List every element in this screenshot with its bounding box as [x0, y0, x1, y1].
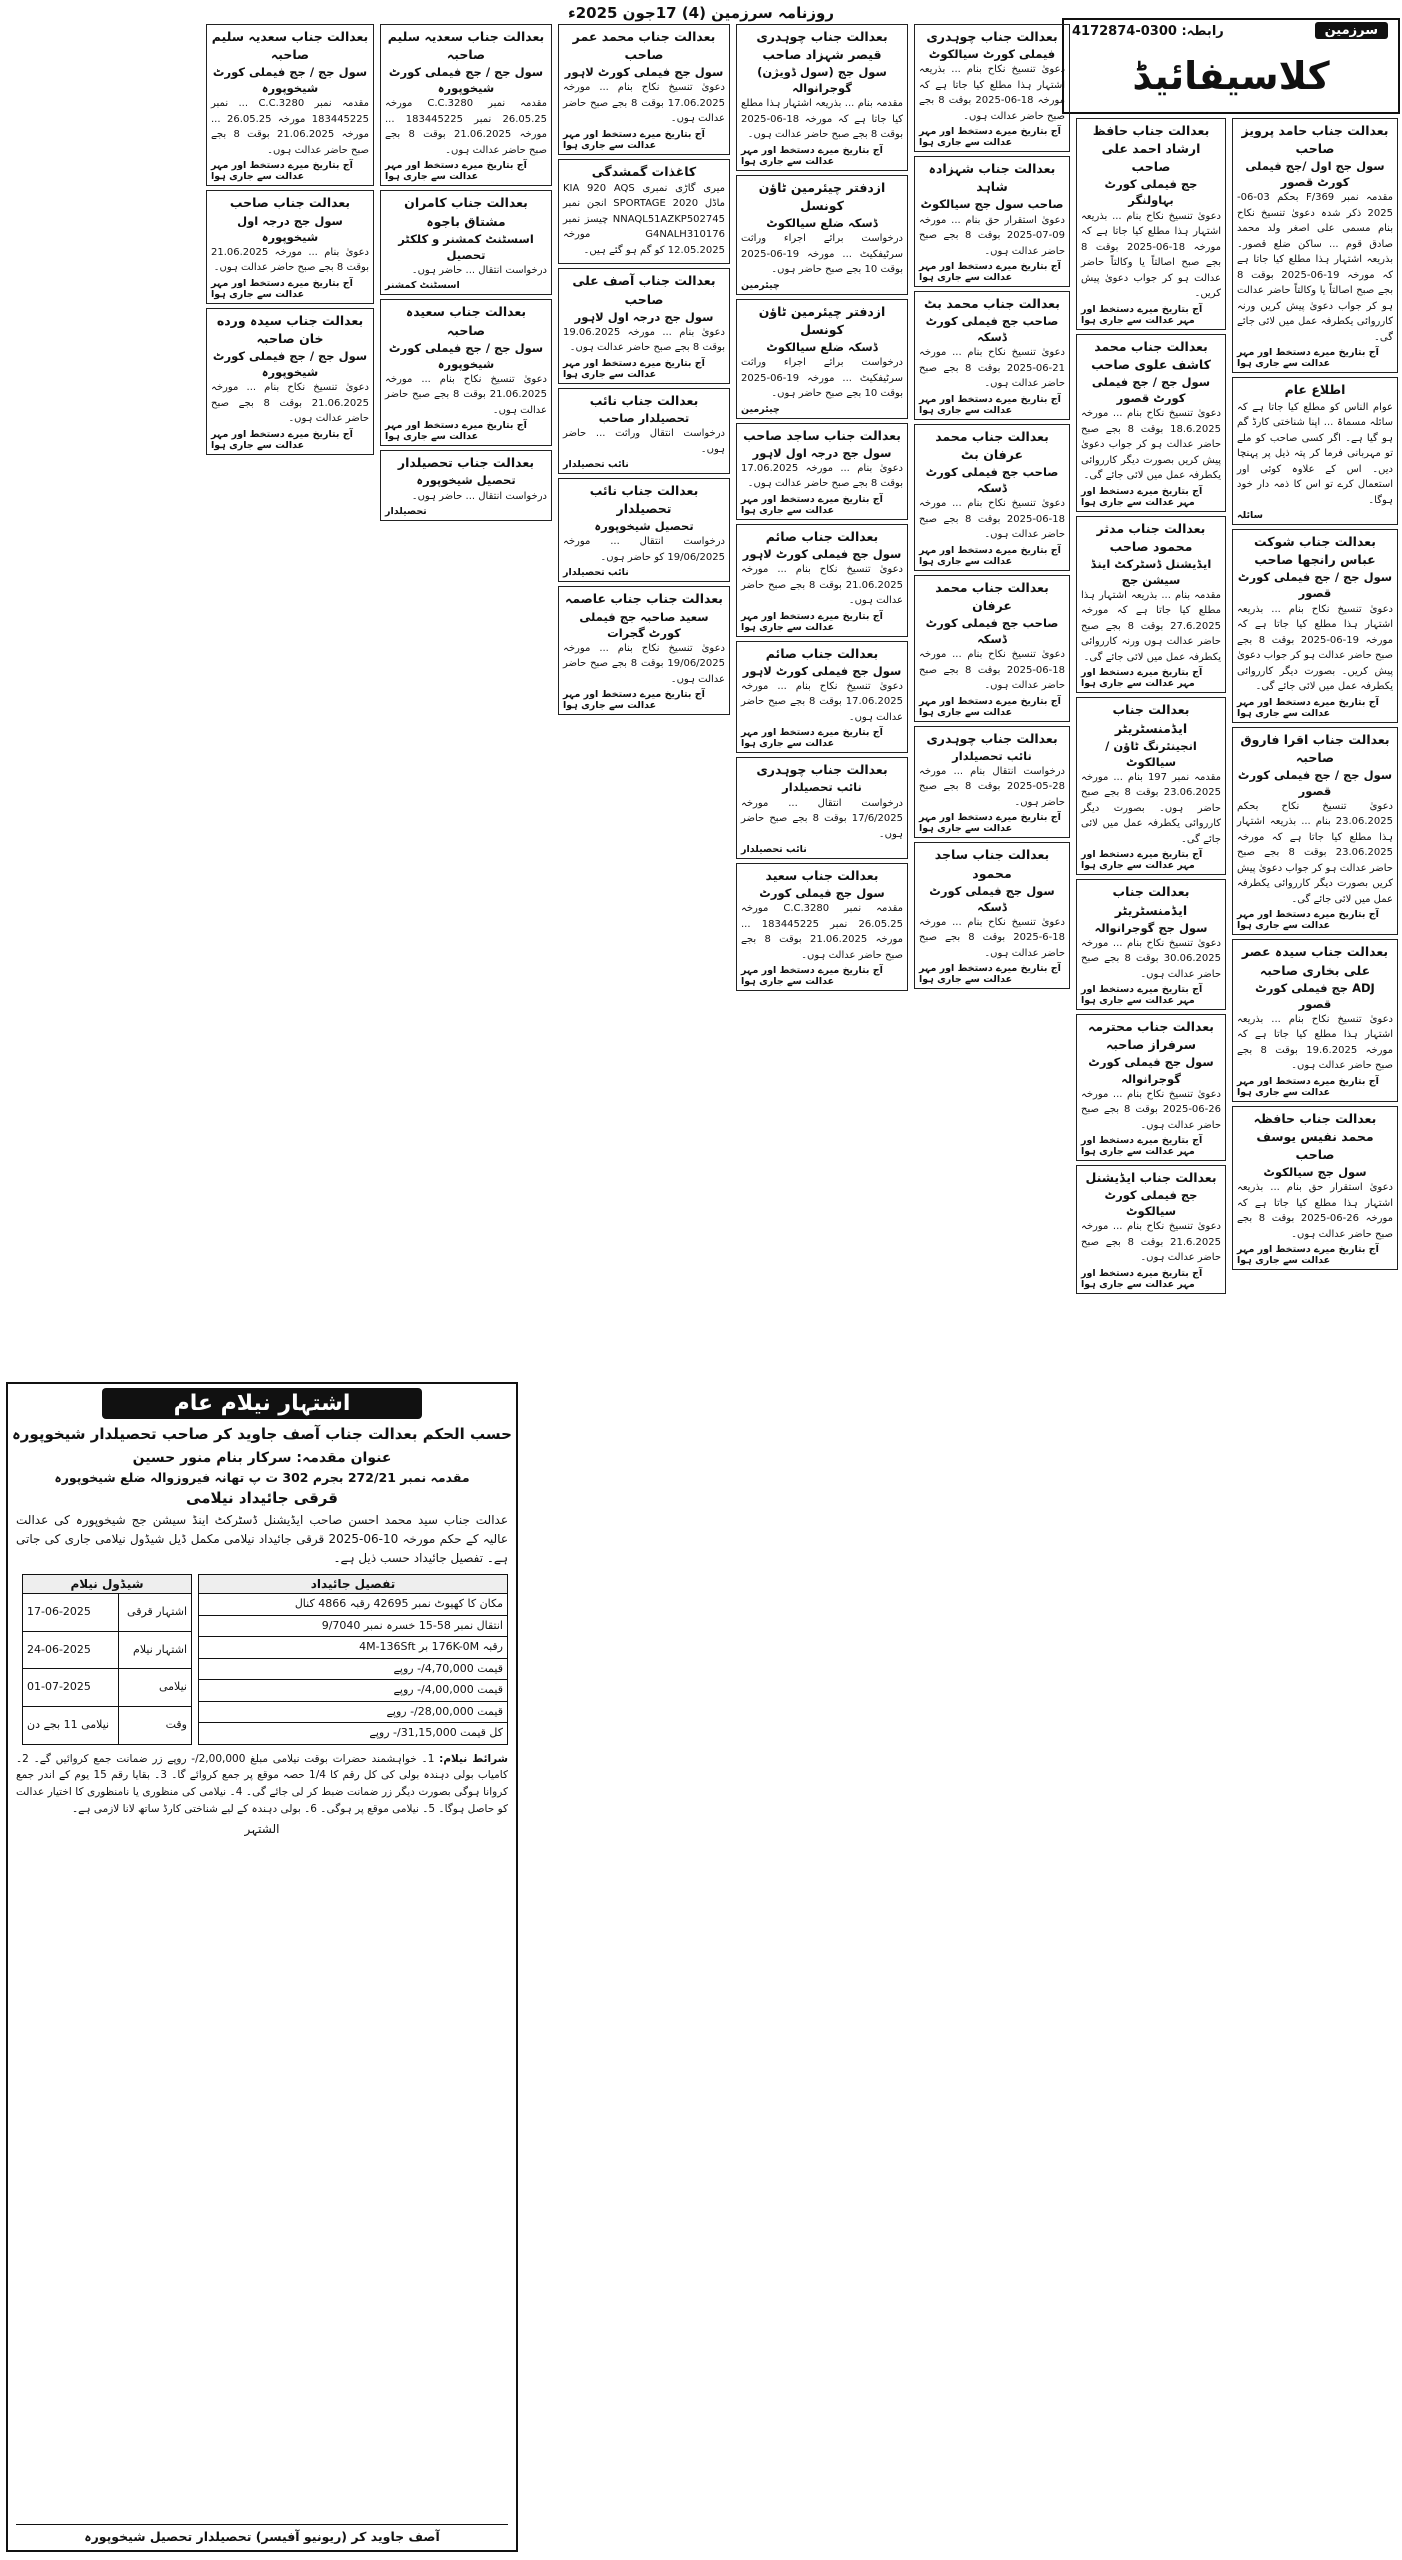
schedule-date: 24-06-2025 [23, 1631, 119, 1669]
auction-case-title: عنوان مقدمہ: سرکار بنام منور حسین [132, 1449, 392, 1466]
schedule-table-header: شیڈول نیلام [23, 1575, 192, 1594]
court-notice [1232, 118, 1398, 373]
notice-court: بعدالت جناب تحصیلدار [397, 455, 535, 471]
notice-subtitle: صاحب سول جج سیالکوٹ [920, 197, 1064, 212]
schedule-row [23, 1594, 192, 1632]
classified-brand [1062, 18, 1400, 114]
schedule-label: نیلامی [119, 1669, 192, 1707]
court-notice [380, 190, 552, 295]
court-notice [380, 450, 552, 521]
notice-subtitle: سول جج درجہ اول شیخوپورہ [237, 213, 343, 244]
property-table [198, 1574, 508, 1745]
notice-court: کاغذات گمشدگی [591, 163, 697, 179]
court-notice [1232, 1106, 1398, 1270]
court-notice [1232, 939, 1398, 1101]
notice-body: دعویٰ تنسیخ نکاح بنام ... مورخہ 30.06.2025 بوقت 8 بجے صبح حاضر عدالت ہوں۔ [1081, 937, 1221, 980]
notice-subtitle: سول جج (سول ڈویژن) گوجرانوالہ [757, 65, 887, 96]
notice-court: ازدفتر چیئرمین ٹاؤن کونسل [758, 179, 886, 214]
notice-signature: آج بتاریخ میرے دستخط اور مہر عدالت سے جاری ہوا [919, 126, 1061, 149]
property-cell: رقبہ 176K-0M بر 4M-136Sft [199, 1637, 508, 1659]
notice-body: درخواست برائے اجراء وراثت سرٹیفکیٹ ... مورخہ 19-06-2025 بوقت 10 بجے صبح حاضر ہوں۔ [741, 357, 903, 400]
notice-court: بعدالت جناب نائب تحصیلدار [589, 483, 699, 517]
schedule-label: اشتہار قرقی [119, 1594, 192, 1632]
notice-subtitle: تحصیل شیخوپورہ [416, 473, 516, 488]
auction-notice [6, 1382, 518, 2552]
notice-signature: آج بتاریخ میرے دستخط اور مہر عدالت سے جاری ہوا [741, 493, 883, 516]
notice-subtitle: صاحب جج فیملی کورٹ ڈسکہ [925, 465, 1059, 496]
auction-conditions [8, 1751, 516, 1818]
notice-subtitle: سول جج فیملی کورٹ ڈسکہ [929, 883, 1055, 914]
court-notice [1232, 529, 1398, 722]
notice-signature: آج بتاریخ میرے دستخط اور مہر عدالت سے جاری ہوا [385, 160, 527, 183]
notice-body: دعویٰ تنسیخ نکاح بنام ... مورخہ 21.06.2025 بوقت 8 بجے صبح حاضر عدالت ہوں۔ [385, 373, 548, 416]
notice-subtitle: اسسٹنٹ کمشنر و کلکٹر تحصیل [398, 231, 534, 262]
court-notice [558, 159, 730, 265]
notice-signature: آج بتاریخ میرے دستخط اور مہر عدالت سے جاری ہوا [1081, 984, 1203, 1007]
court-notice [1076, 1165, 1226, 1294]
auction-subtitle: قرقی جائیداد نیلامی [186, 1488, 338, 1507]
notice-body: مقدمہ نمبر 369/F بحکم 03-06-2025 ذکر شدہ دعویٰ تنسیخ نکاح بنام مسمی علی اصغر ولد محمد صادق قوم ... ساکن ضلع قصور۔ بذریعہ اشتہار ہذا مطلع کیا جاتا ہے کہ مورخہ 19-06-2025 بوقت 8 بجے صبح اصالتاً یا وکالتاً حاضر عدالت ہو کر جواب دعویٰ پیش کریں ورنہ کارروائی یکطرفہ عمل میں لائی جائے گی۔ [1237, 192, 1394, 343]
notice-court: بعدالت جناب صائم [765, 645, 879, 661]
court-notice [1076, 516, 1226, 694]
notice-signature: آج بتاریخ میرے دستخط اور مہر عدالت سے جاری ہوا [741, 965, 883, 988]
notice-signature: آج بتاریخ میرے دستخط اور مہر عدالت سے جاری ہوا [1237, 909, 1379, 932]
notice-signature: آج بتاریخ میرے دستخط اور مہر عدالت سے جاری ہوا [741, 610, 883, 633]
notice-body: دعویٰ تنسیخ نکاح بنام ... مورخہ 17.06.2025 بوقت 8 بجے صبح حاضر عدالت ہوں۔ [741, 680, 904, 723]
notice-body: درخواست انتقال ... حاضر ہوں۔ [411, 490, 547, 502]
notice-body: دعویٰ بنام ... مورخہ 19.06.2025 بوقت 8 بجے صبح حاضر عدالت ہوں۔ [563, 326, 725, 354]
notice-subtitle: صاحب جج فیملی کورٹ ڈسکہ [925, 616, 1059, 647]
notice-signature: نائب تحصیلدار [563, 459, 629, 471]
court-notice [206, 24, 374, 186]
notice-signature: نائب تحصیلدار [741, 844, 807, 855]
property-table-header: تفصیل جائیداد [199, 1575, 508, 1594]
notice-subtitle: ڈسکہ ضلع سیالکوٹ [766, 340, 878, 355]
notice-body: مقدمہ بنام ... بذریعہ اشتہار ہذا مطلع کیا جاتا ہے کہ مورخہ 27.6.2025 بوقت 8 بجے صبح حاضر عدالت ہوں ورنہ کارروائی یکطرفہ عمل میں لائی جائے گی۔ [1081, 589, 1222, 663]
notice-signature: آج بتاریخ میرے دستخط اور مہر عدالت سے جاری ہوا [1081, 667, 1203, 690]
notice-body: دعویٰ تنسیخ نکاح بنام ... بذریعہ اشتہار ہذا مطلع کیا جاتا ہے کہ مورخہ 19.6.2025 بوقت 8 بجے صبح حاضر عدالت ہوں۔ [1237, 1013, 1393, 1072]
notice-court: بعدالت جناب ساجد محمود [934, 847, 1050, 881]
notice-subtitle: سول جج / جج فیملی کورٹ شیخوپورہ [388, 340, 544, 371]
notice-subtitle: سول جج فیملی کورٹ گوجرانوالہ [1088, 1055, 1214, 1086]
notice-signature: آج بتاریخ میرے دستخط اور مہر عدالت سے جاری ہوا [1081, 849, 1203, 872]
notice-signature: آج بتاریخ میرے دستخط اور مہر عدالت سے جاری ہوا [919, 812, 1061, 835]
notice-signature: تحصیلدار [385, 506, 427, 518]
notice-subtitle: نائب تحصیلدار [952, 748, 1032, 763]
notice-body: درخواست انتقال ... حاضر ہوں۔ [411, 264, 547, 276]
notice-subtitle: سول جج درجہ اول لاہور [752, 445, 892, 460]
notice-body: دعویٰ تنسیخ نکاح بنام ... مورخہ 21-06-2025 بوقت 8 بجے صبح حاضر عدالت ہوں۔ [919, 347, 1065, 390]
notice-signature: آج بتاریخ میرے دستخط اور مہر عدالت سے جاری ہوا [919, 544, 1061, 567]
col-3 [914, 24, 1070, 2554]
notice-body: دعویٰ تنسیخ نکاح بنام ... مورخہ 21.6.2025 بوقت 8 بجے صبح حاضر عدالت ہوں۔ [1081, 1221, 1222, 1264]
notice-court: بعدالت جناب صائم [765, 528, 879, 544]
notice-signature: آج بتاریخ میرے دستخط اور مہر عدالت سے جاری ہوا [385, 420, 527, 443]
property-row [199, 1637, 508, 1659]
property-cell: کل قیمت 31,15,000/- روپے [199, 1723, 508, 1745]
notice-subtitle: سول جج فیملی کورٹ لاہور [742, 546, 902, 561]
notice-court: بعدالت جناب نائب [589, 392, 699, 408]
notice-court: بعدالت جناب صاحب [229, 195, 351, 211]
notice-body: درخواست انتقال ... مورخہ 17/6/2025 بوقت 8 بجے صبح حاضر ہوں۔ [741, 797, 903, 840]
notice-signature: آج بتاریخ میرے دستخط اور مہر عدالت سے جاری ہوا [919, 695, 1061, 718]
auction-sig-mark: الشتہر [244, 1821, 280, 1836]
notice-court: بعدالت جناب شوکت عباس رانجھا صاحب [1254, 534, 1376, 568]
notice-subtitle: سول جج فیملی کورٹ لاہور [564, 65, 724, 80]
notice-subtitle: جج فیملی کورٹ بہاولنگر [1104, 177, 1198, 208]
notice-signature: سائلہ [1237, 510, 1263, 522]
notice-body: درخواست انتقال بنام ... مورخہ 28-05-2025 بوقت 8 بجے صبح حاضر ہوں۔ [919, 765, 1065, 808]
court-notice [736, 423, 908, 520]
notice-court: بعدالت جناب محترمہ سرفراز صاحبہ [1088, 1019, 1214, 1053]
col-4 [736, 24, 908, 2554]
court-notice [1232, 727, 1398, 936]
schedule-table [22, 1574, 192, 1745]
notice-body: دعویٰ استقرار حق بنام ... مورخہ 09-07-2025 بوقت 8 بجے صبح حاضر عدالت ہوں۔ [919, 214, 1065, 257]
brand-phone: رابطہ: 0300-4172874 [1072, 24, 1224, 39]
notice-court: بعدالت جناب جناب عاصمہ [565, 591, 723, 607]
notice-court: بعدالت جناب کامران مشتاق باجوہ [404, 195, 528, 229]
court-notice [914, 575, 1070, 722]
notice-subtitle: فیملی کورٹ سیالکوٹ [928, 47, 1056, 62]
conditions-title: شرائط نیلام: [439, 1752, 508, 1765]
court-notice [206, 308, 374, 455]
notice-subtitle: سول جج / جج فیملی کورٹ شیخوپورہ [212, 65, 368, 96]
notice-court: بعدالت جناب آصف علی صاحب [572, 273, 716, 307]
notice-signature: نائب تحصیلدار [563, 567, 629, 579]
notice-court: ازدفتر چیئرمین ٹاؤن کونسل [758, 303, 886, 337]
court-notice [206, 190, 374, 303]
notice-court: بعدالت جناب محمد عرفان بٹ [935, 428, 1049, 462]
schedule-date: نیلامی 11 بجے دن [23, 1706, 119, 1744]
notice-body: دعویٰ تنسیخ نکاح بنام ... بذریعہ اشتہار ہذا مطلع کیا جاتا ہے کہ مورخہ 18-06-2025 بوقت 8 بجے صبح حاضر عدالت ہوں۔ [919, 64, 1066, 122]
notice-body: درخواست انتقال ... مورخہ 19/06/2025 کو حاضر ہوں۔ [563, 536, 725, 563]
notice-subtitle: سول جج اول /جج فیملی کورٹ قصور [1245, 159, 1385, 190]
notice-court: بعدالت جناب سعدیہ سلیم صاحبہ [387, 29, 545, 63]
schedule-date: 17-06-2025 [23, 1594, 119, 1632]
notice-body: دعویٰ تنسیخ نکاح بنام ... مورخہ 19/06/2025 بوقت 8 بجے صبح حاضر عدالت ہوں۔ [563, 642, 725, 685]
schedule-date: 01-07-2025 [23, 1669, 119, 1707]
schedule-label: اشتہار نیلام [119, 1631, 192, 1669]
notice-body: دعویٰ تنسیخ نکاح بنام ... مورخہ 18-6-2025 بوقت 8 بجے صبح حاضر عدالت ہوں۔ [919, 916, 1066, 959]
col-5 [558, 24, 730, 1374]
notice-subtitle: جج فیملی کورٹ سیالکوٹ [1104, 1188, 1198, 1219]
court-notice [736, 757, 908, 859]
notice-signature: آج بتاریخ میرے دستخط اور مہر عدالت سے جاری ہوا [1081, 485, 1203, 508]
dateline: روزنامہ سرزمین (4) 17جون 2025ء [568, 4, 834, 22]
notice-court: اطلاع عام [1284, 382, 1346, 398]
notice-subtitle: سول جج / جج فیملی کورٹ قصور [1091, 374, 1211, 405]
schedule-row [23, 1706, 192, 1744]
notice-court: بعدالت جناب سعیدہ صاحبہ [405, 304, 527, 338]
notice-signature: آج بتاریخ میرے دستخط اور مہر عدالت سے جاری ہوا [211, 428, 353, 451]
notice-body: درخواست برائے اجراء وراثت سرٹیفکیٹ ... مورخہ 19-06-2025 بوقت 10 بجے صبح حاضر ہوں۔ [741, 233, 903, 276]
court-notice [1076, 118, 1226, 330]
property-row [199, 1615, 508, 1637]
property-cell: قیمت 4,70,000/- روپے [199, 1658, 508, 1680]
notice-signature: آج بتاریخ میرے دستخط اور مہر عدالت سے جاری ہوا [1081, 1267, 1203, 1290]
court-notice [558, 24, 730, 155]
court-notice [1076, 879, 1226, 1010]
notice-signature: آج بتاریخ میرے دستخط اور مہر عدالت سے جاری ہوا [1237, 1244, 1379, 1267]
notice-court: بعدالت جناب محمد بٹ [924, 296, 1060, 312]
court-notice [1076, 697, 1226, 875]
notice-court: بعدالت جناب محمد عمر صاحب [572, 29, 716, 63]
notice-subtitle: سول جج / جج فیملی کورٹ قصور [1237, 570, 1393, 601]
col-2 [1076, 118, 1226, 2554]
property-cell: مکان کا کھیوٹ نمبر 42695 رقبہ 4866 کنال [199, 1594, 508, 1616]
brand-badge: سرزمین [1315, 22, 1388, 39]
court-notice [914, 156, 1070, 287]
notice-signature: آج بتاریخ میرے دستخط اور مہر عدالت سے جاری ہوا [211, 277, 353, 300]
schedule-row [23, 1631, 192, 1669]
notice-court: بعدالت جناب ایڈیشنل [1085, 1170, 1217, 1186]
property-row [199, 1701, 508, 1723]
notice-body: دعویٰ استقرار حق بنام ... بذریعہ اشتہار ہذا مطلع کیا جاتا ہے کہ مورخہ 26-06-2025 بوقت 8 بجے صبح حاضر عدالت ہوں۔ [1237, 1182, 1394, 1240]
notice-signature: آج بتاریخ میرے دستخط اور مہر عدالت سے جاری ہوا [211, 160, 353, 183]
notice-signature: آج بتاریخ میرے دستخط اور مہر عدالت سے جاری ہوا [919, 393, 1061, 416]
notice-signature: چیئرمین [741, 403, 780, 415]
notice-court: بعدالت جناب محمد عرفان [935, 579, 1049, 613]
notice-body: دعویٰ تنسیخ نکاح بنام ... مورخہ 18.6.2025 بوقت 8 بجے صبح حاضر عدالت ہو کر جواب دعویٰ پیش کریں بصورت دیگر کارروائی یکطرفہ عمل میں لائی جائے گی۔ [1081, 408, 1222, 481]
notice-court: بعدالت جناب چوہدری [926, 29, 1058, 44]
notice-body: دعویٰ تنسیخ نکاح بنام ... مورخہ 17.06.2025 بوقت 8 بجے صبح حاضر عدالت ہوں۔ [563, 82, 726, 125]
notice-signature: آج بتاریخ میرے دستخط اور مہر عدالت سے جاری ہوا [1081, 1135, 1203, 1158]
notice-court: بعدالت جناب سعید [765, 868, 879, 883]
property-row [199, 1658, 508, 1680]
notice-body: دعویٰ تنسیخ نکاح بنام ... مورخہ 18-06-2025 بوقت 8 بجے صبح حاضر عدالت ہوں۔ [919, 498, 1065, 541]
notice-signature: آج بتاریخ میرے دستخط اور مہر عدالت سے جاری ہوا [1081, 303, 1203, 326]
court-notice [558, 268, 730, 383]
notice-court: بعدالت جناب چوہدری قیصر شہزاد صاحب [756, 29, 888, 63]
notice-body: مقدمہ نمبر C.C.3280 مورخہ 26.05.25 نمبر 183445225 ... مورخہ 21.06.2025 بوقت 8 بجے صبح حاضر عدالت ہوں۔ [385, 98, 548, 156]
court-notice [1076, 1014, 1226, 1161]
notice-signature: آج بتاریخ میرے دستخط اور مہر عدالت سے جاری ہوا [1237, 696, 1379, 719]
notice-subtitle: تحصیلدار صاحب [598, 410, 690, 425]
notice-body: مقدمہ نمبر 197 بنام ... مورخہ 23.06.2025 بوقت 8 بجے صبح حاضر ہوں۔ بصورت دیگر کارروائی یکطرفہ عمل میں لائی جائے گی۔ [1081, 771, 1221, 845]
notice-court: بعدالت جناب سعدیہ سلیم صاحبہ [211, 29, 369, 63]
court-notice [914, 24, 1070, 152]
notice-subtitle: سول جج فیملی کورٹ [759, 886, 885, 901]
notice-signature: چیئرمین [741, 279, 780, 291]
notice-body: درخواست انتقال وراثت ... حاضر ہوں۔ [563, 428, 725, 455]
notice-signature: آج بتاریخ میرے دستخط اور مہر عدالت سے جاری ہوا [1237, 347, 1379, 370]
notice-body: دعویٰ تنسیخ نکاح بنام ... مورخہ 21.06.2025 بوقت 8 بجے صبح حاضر عدالت ہوں۔ [211, 382, 369, 425]
notice-subtitle: ایڈیشنل ڈسٹرکٹ اینڈ سیشن جج [1090, 556, 1212, 587]
notice-body: دعویٰ تنسیخ نکاح بنام ... مورخہ 18-06-2025 بوقت 8 بجے صبح حاضر عدالت ہوں۔ [919, 649, 1065, 692]
notice-body: دعویٰ تنسیخ نکاح بنام ... بذریعہ اشتہار ہذا مطلع کیا جاتا ہے کہ مورخہ 18-06-2025 بوقت 8 بجے صبح اصالتاً یا وکالتاً حاضر عدالت ہو کر جواب دعویٰ پیش کریں۔ [1081, 210, 1221, 300]
col-6 [380, 24, 552, 1374]
notice-court: بعدالت جناب حافظ ارشاد احمد علی صاحب [1092, 123, 1210, 175]
notice-subtitle: انجینئرنگ ٹاؤن / سیالکوٹ [1105, 738, 1197, 769]
notice-court: بعدالت جناب چوہدری [756, 762, 888, 778]
notice-subtitle: سول جج / جج فیملی کورٹ شیخوپورہ [388, 65, 544, 96]
property-cell: قیمت 28,00,000/- روپے [199, 1701, 508, 1723]
court-notice [558, 478, 730, 582]
property-cell: انتقال نمبر 58-15 خسرہ نمبر 9/7040 [199, 1615, 508, 1637]
court-notice [380, 24, 552, 186]
court-notice [736, 24, 908, 171]
notice-subtitle: سول جج فیملی کورٹ لاہور [742, 663, 902, 678]
notice-subtitle: سعید صاحبہ جج فیملی کورٹ گجرات [579, 609, 709, 640]
property-row [199, 1723, 508, 1745]
notice-body: دعویٰ بنام ... مورخہ 17.06.2025 بوقت 8 بجے صبح حاضر عدالت ہوں۔ [741, 462, 903, 490]
notice-court: بعدالت جناب سیدہ عصر علی بخاری صاحبہ [1241, 944, 1389, 978]
notice-subtitle: سول جج گوجرانوالہ [1094, 920, 1208, 935]
notice-body: مقدمہ نمبر C.C.3280 ... نمبر 183445225 مورخہ 26.05.25 ... مورخہ 21.06.2025 بوقت 8 بجے صبح حاضر عدالت ہوں۔ [211, 98, 370, 156]
notice-court: بعدالت جناب ایڈمنسٹریٹر [1112, 884, 1190, 918]
auction-banner: اشتہار نیلام عام [102, 1388, 422, 1419]
court-notice [736, 175, 908, 295]
notice-subtitle: ADJ جج فیملی کورٹ قصور [1255, 980, 1375, 1011]
auction-tables [8, 1568, 516, 1751]
notice-subtitle: نائب تحصیلدار [782, 780, 862, 795]
notice-signature: اسسٹنٹ کمشنر [385, 280, 460, 292]
auction-head: حسب الحکم بعدالت جناب آصف جاوید کر صاحب تحصیلدار شیخوپورہ [12, 1425, 512, 1443]
notice-subtitle: سول جج / جج فیملی کورٹ شیخوپورہ [212, 349, 368, 380]
notice-signature: آج بتاریخ میرے دستخط اور مہر عدالت سے جاری ہوا [741, 144, 883, 167]
notice-signature: آج بتاریخ میرے دستخط اور مہر عدالت سے جاری ہوا [741, 727, 883, 750]
court-notice [1076, 334, 1226, 512]
notice-body: دعویٰ تنسیخ نکاح بحکم 23.06.2025 بنام ... بذریعہ اشتہار ہذا مطلع کیا جاتا ہے کہ مورخہ 23.06.2025 بوقت 8 بجے صبح حاضر عدالت ہو کر جواب دعویٰ پیش کریں بصورت دیگر کارروائی یکطرفہ عمل میں لائی جائے گی۔ [1237, 800, 1393, 905]
notice-court: بعدالت جناب سیدہ ورده خان صاحبہ [216, 312, 364, 346]
notice-court: بعدالت جناب حافظہ محمد نفیس یوسف صاحب [1253, 1110, 1377, 1163]
notice-signature: آج بتاریخ میرے دستخط اور مہر عدالت سے جاری ہوا [563, 689, 705, 712]
notice-body: مقدمہ بنام ... بذریعہ اشتہار ہذا مطلع کیا جاتا ہے کہ مورخہ 18-06-2025 بوقت 8 بجے صبح حاضر عدالت ہوں۔ [741, 98, 903, 141]
auction-signature: آصف جاوید کر (ریونیو آفیسر) تحصیلدار تحصیل شیخوپورہ [16, 2524, 508, 2544]
notice-subtitle: سول جج درجہ اول لاہور [574, 309, 714, 324]
notice-court: بعدالت جناب حامد پرویز صاحب [1241, 123, 1389, 157]
notice-body: دعویٰ تنسیخ نکاح بنام ... مورخہ 26-06-2025 بوقت 8 بجے صبح حاضر عدالت ہوں۔ [1081, 1088, 1221, 1131]
notice-court: بعدالت جناب ساجد صاحب [743, 427, 901, 443]
brand-title: کلاسیفائیڈ [1132, 54, 1330, 98]
schedule-label: وقت [119, 1706, 192, 1744]
notice-signature: آج بتاریخ میرے دستخط اور مہر عدالت سے جاری ہوا [919, 261, 1061, 284]
court-notice [914, 842, 1070, 989]
notice-body: دعویٰ تنسیخ نکاح بنام ... مورخہ 21.06.2025 بوقت 8 بجے صبح حاضر عدالت ہوں۔ [741, 564, 904, 607]
notice-signature: آج بتاریخ میرے دستخط اور مہر عدالت سے جاری ہوا [919, 963, 1061, 986]
notice-body: مقدمہ نمبر C.C.3280 مورخہ 26.05.25 نمبر 183445225 ... مورخہ 21.06.2025 بوقت 8 بجے صبح حاضر عدالت ہوں۔ [741, 903, 904, 961]
court-notice [914, 424, 1070, 571]
court-notice [1232, 377, 1398, 525]
property-cell: قیمت 4,00,000/- روپے [199, 1680, 508, 1702]
notice-subtitle: سول جج / جج فیملی کورٹ قصور [1237, 767, 1393, 798]
notice-subtitle: ڈسکہ ضلع سیالکوٹ [766, 216, 878, 231]
notice-court: بعدالت جناب محمد کاشف علوی صاحب [1091, 338, 1211, 372]
notice-body: عوام الناس کو مطلع کیا جاتا ہے کہ سائلہ مسماۃ ... اپنا شناختی کارڈ گم ہو گیا ہے۔ اگر کسی صاحب کو ملے تو مہربانی فرما کر پتہ ذیل پر پہنچا دیں۔ اس کے علاوہ کوئی اور استعمال کرے تو اس کا ذمہ دار خود ہوگا۔ [1237, 401, 1393, 506]
court-notice [558, 388, 730, 474]
schedule-row [23, 1669, 192, 1707]
notice-body: دعویٰ تنسیخ نکاح بنام ... بذریعہ اشتہار ہذا مطلع کیا جاتا ہے کہ مورخہ 19-06-2025 بوقت 8 بجے صبح حاضر عدالت ہو کر جواب دعویٰ پیش کریں۔ بصورت دیگر کارروائی یکطرفہ عمل میں لائی جائے گی۔ [1237, 603, 1394, 692]
court-notice [914, 726, 1070, 839]
notice-signature: آج بتاریخ میرے دستخط اور مہر عدالت سے جاری ہوا [563, 128, 705, 151]
court-notice [736, 299, 908, 419]
notice-body: دعویٰ بنام ... مورخہ 21.06.2025 بوقت 8 بجے صبح حاضر عدالت ہوں۔ [211, 246, 369, 274]
col-7 [206, 24, 374, 1374]
notice-signature: آج بتاریخ میرے دستخط اور مہر عدالت سے جاری ہوا [1237, 1075, 1379, 1098]
court-notice [558, 586, 730, 715]
notice-court: بعدالت جناب ایڈمنسٹریٹر [1112, 702, 1190, 736]
notice-subtitle: تحصیل شیخوپورہ [594, 519, 694, 534]
court-notice [736, 641, 908, 754]
auction-case-number: مقدمہ نمبر 272/21 بجرم 302 ت پ تھانہ فیروزوالہ ضلع شیخوپورہ [54, 1469, 470, 1485]
auction-intro: عدالت جناب سید محمد احسن صاحب ایڈیشنل ڈسٹرکٹ اینڈ سیشن جج شیخوپورہ کی عدالت عالیہ کے حکم مورخہ 10-06-2025 قرقی جائیداد نیلامی مکمل ڈیل شیڈول نیلامی جاری کی جاتی ہے۔ تفصیل جائیداد حسب ذیل ہے۔ [16, 1512, 509, 1565]
court-notice [736, 524, 908, 637]
conditions-text: 1۔ خواہشمند حضرات بوقت نیلامی مبلغ 2,00,000/- روپے زر ضمانت جمع کروائیں گے۔ 2۔ کامیاب بولی دہندہ بولی کی کل رقم کا 1/4 حصہ موقع پر جمع کروائے گا۔ 3۔ بقایا رقم 15 یوم کے اندر جمع کروانا ہوگی بصورت دیگر زر ضمانت ضبط کر لی جائے گی۔ 4۔ نیلامی کی منظوری یا نامنظوری کا اختیار عدالت کو حاصل ہوگا۔ 5۔ نیلامی موقع پر ہوگی۔ 6۔ بولی دہندہ کے لیے شناختی کارڈ ساتھ لانا لازمی ہے۔ [16, 1752, 509, 1815]
notice-body: میری گاڑی نمبری KIA 920 AQS ماڈل 2020 SPORTAGE انجن نمبر NNAQL51AZKP502745 چیسز نمبر G4NALH310176 مورخہ 12.05.2025 کو گم ہو گئے ہیں۔ [563, 182, 725, 256]
notice-court: بعدالت جناب اقرا فاروق صاحبہ [1240, 731, 1390, 765]
notice-signature: آج بتاریخ میرے دستخط اور مہر عدالت سے جاری ہوا [563, 357, 705, 380]
property-row [199, 1680, 508, 1702]
notice-subtitle: سول جج سیالکوٹ [1263, 1165, 1367, 1180]
property-row [199, 1594, 508, 1616]
notice-subtitle: صاحب جج فیملی کورٹ ڈسکہ [925, 314, 1059, 345]
notice-court: بعدالت جناب چوہدری [926, 730, 1058, 746]
notice-court: بعدالت جناب شہزادہ شاہد [928, 161, 1056, 195]
notice-court: بعدالت جناب مدثر محمود صاحب [1096, 520, 1206, 554]
court-notice [914, 291, 1070, 420]
court-notice [736, 863, 908, 991]
court-notice [380, 299, 552, 446]
col-1 [1232, 118, 1398, 2554]
